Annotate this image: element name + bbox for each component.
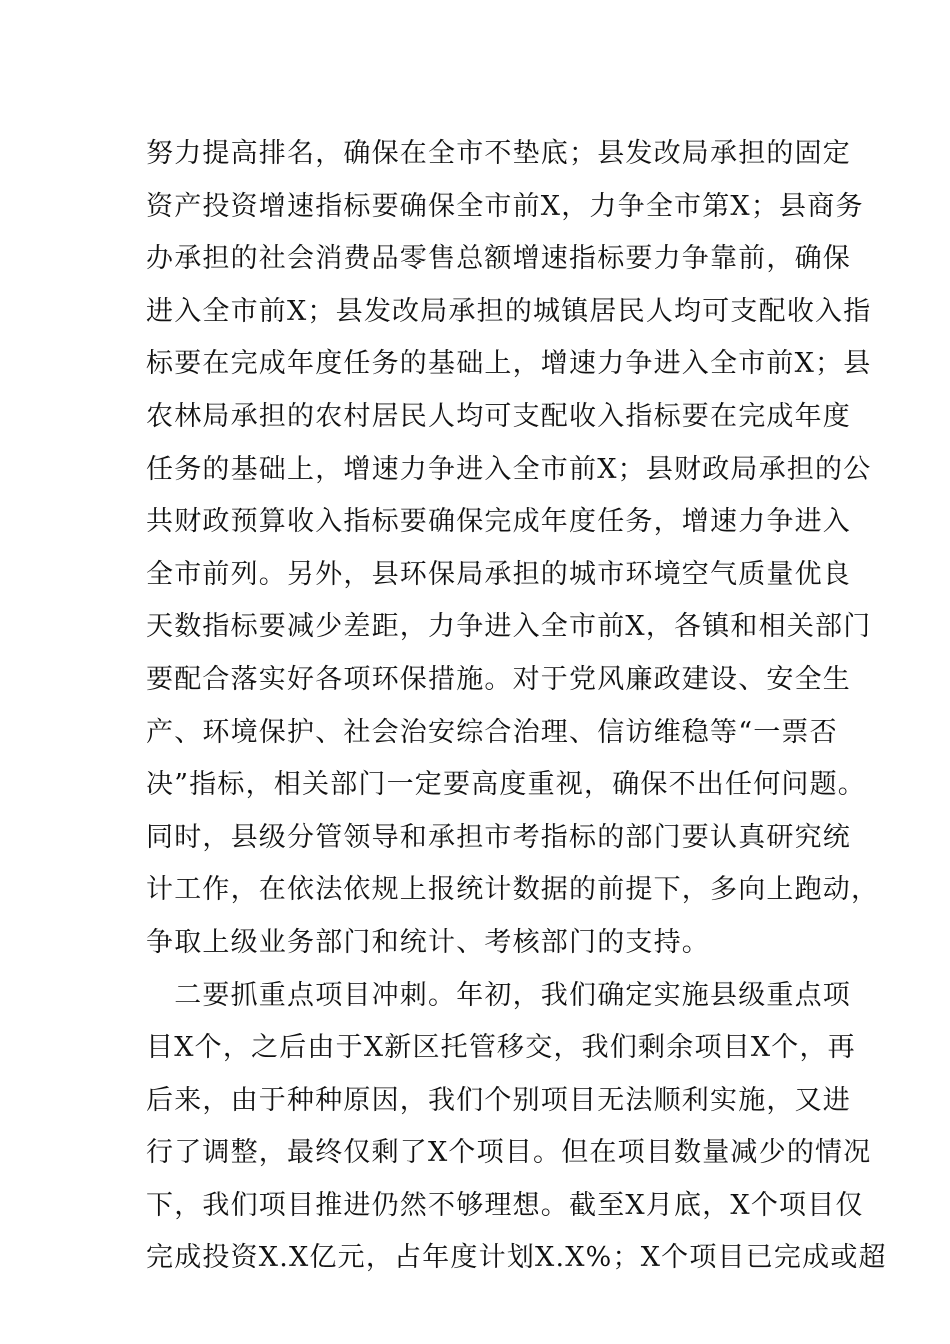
text-line: 行了调整，最终仅剩了X个项目。但在项目数量减少的情况 <box>146 1137 872 1169</box>
text-line: 标要在完成年度任务的基础上，增速力争进入全市前X；县 <box>146 348 872 380</box>
text-line: 全市前列。另外，县环保局承担的城市环境空气质量优良 <box>146 558 851 590</box>
text-line: 决”指标，相关部门一定要高度重视，确保不出任何问题。 <box>146 769 867 801</box>
text-line: 同时，县级分管领导和承担市考指标的部门要认真研究统 <box>146 821 851 853</box>
text-line: 产、环境保护、社会治安综合治理、信访维稳等“一票否 <box>146 716 838 748</box>
text-line: 任务的基础上，增速力争进入全市前X；县财政局承担的公 <box>146 453 872 485</box>
text-line: 争取上级业务部门和统计、考核部门的支持。 <box>146 926 710 958</box>
text-line: 天数指标要减少差距，力争进入全市前X，各镇和相关部门 <box>146 611 872 643</box>
text-line: 要配合落实好各项环保措施。对于党风廉政建设、安全生 <box>146 663 851 695</box>
text-line: 农林局承担的农村居民人均可支配收入指标要在完成年度 <box>146 400 851 432</box>
text-line: 资产投资增速指标要确保全市前X，力争全市第X；县商务 <box>146 190 864 222</box>
text-line: 共财政预算收入指标要确保完成年度任务，增速力争进入 <box>146 506 851 538</box>
body-text <box>146 128 887 1285</box>
text-line: 二要抓重点项目冲刺。年初，我们确定实施县级重点项 <box>146 979 851 1011</box>
text-line: 完成投资X.X亿元，占年度计划X.X%；X个项目已完成或超 <box>146 1242 887 1274</box>
text-line: 计工作，在依法依规上报统计数据的前提下，多向上跑动， <box>146 874 880 906</box>
text-line: 努力提高排名，确保在全市不垫底；县发改局承担的固定 <box>146 138 851 169</box>
text-line: 进入全市前X；县发改局承担的城镇居民人均可支配收入指 <box>146 295 872 327</box>
text-line: 办承担的社会消费品零售总额增速指标要力争靠前，确保 <box>146 243 851 275</box>
text-line: 下，我们项目推进仍然不够理想。截至X月底，X个项目仅 <box>146 1189 864 1221</box>
text-line: 目X个，之后由于X新区托管移交，我们剩余项目X个，再 <box>146 1032 856 1064</box>
text-line: 后来，由于种种原因，我们个别项目无法顺利实施，又进 <box>146 1084 851 1116</box>
